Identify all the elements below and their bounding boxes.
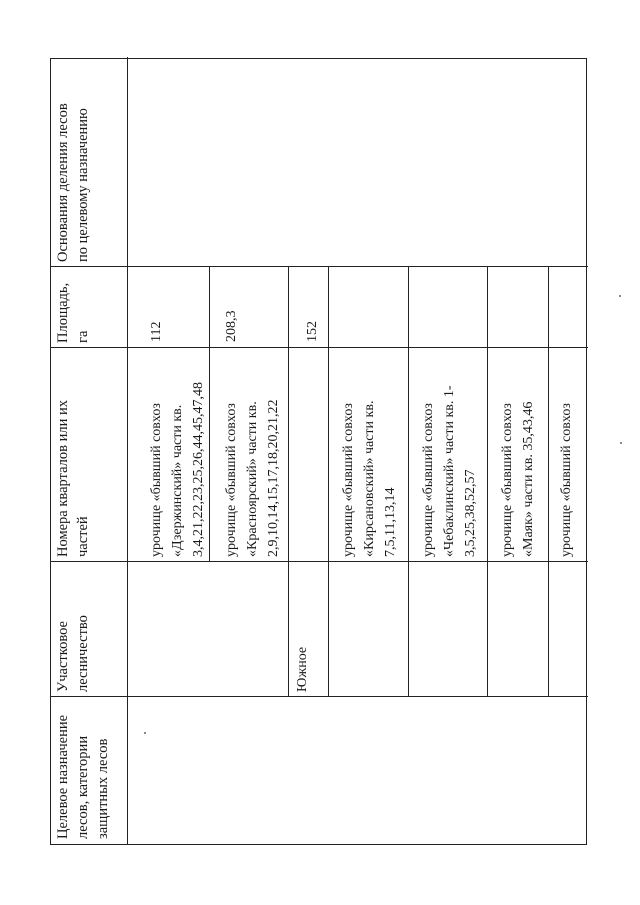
row-divider xyxy=(408,267,409,697)
quarters-cell: урочище «бывший совхоз «Дзержинский» части кв. 3,4,21,22,23,25,26,44,45,47,48 xyxy=(149,382,206,557)
area-cell: 208,3 xyxy=(224,310,239,342)
header-purpose: Целевое назначение лесов, категории защитных лесов xyxy=(55,714,111,839)
row-divider xyxy=(209,267,210,562)
column-divider xyxy=(50,696,588,697)
quarters-cell: урочище «бывший совхоз xyxy=(559,403,574,557)
header-basis: Основания деления лесов по целевому назначению xyxy=(55,103,91,262)
column-divider xyxy=(50,266,588,267)
header-district: Участковое лесничество xyxy=(55,615,91,692)
column-divider xyxy=(50,347,588,348)
header-quarters: Номера кварталов или их частей xyxy=(55,400,91,557)
area-cell: 112 xyxy=(149,321,164,342)
header-divider xyxy=(127,57,128,845)
scan-speck xyxy=(144,732,146,734)
district-name: Южное xyxy=(295,646,310,692)
quarters-cell: урочище «бывший совхоз «Кирсановский» части кв. 7,5,11,13,14 xyxy=(341,400,398,557)
row-divider xyxy=(328,267,329,697)
rotated-table-page xyxy=(50,57,588,845)
row-divider xyxy=(288,267,289,697)
area-cell: 152 xyxy=(305,321,320,342)
row-divider xyxy=(487,267,488,697)
header-area: Площадь, га xyxy=(55,282,91,343)
row-divider xyxy=(548,267,549,697)
quarters-cell: урочище «бывший совхоз «Маяк» части кв. 35,43,46 xyxy=(500,401,536,557)
column-divider xyxy=(50,561,588,562)
quarters-cell: урочище «бывший совхоз «Краснoярский» части кв. 2,9,10,14,15,17,18,20,21,22 xyxy=(224,399,281,557)
quarters-cell: урочище «бывший совхоз «Чебаклинский» части кв. 1- 3,5,25,38,52,57 xyxy=(421,385,478,557)
scan-speck xyxy=(619,295,621,297)
scan-speck xyxy=(620,442,622,444)
